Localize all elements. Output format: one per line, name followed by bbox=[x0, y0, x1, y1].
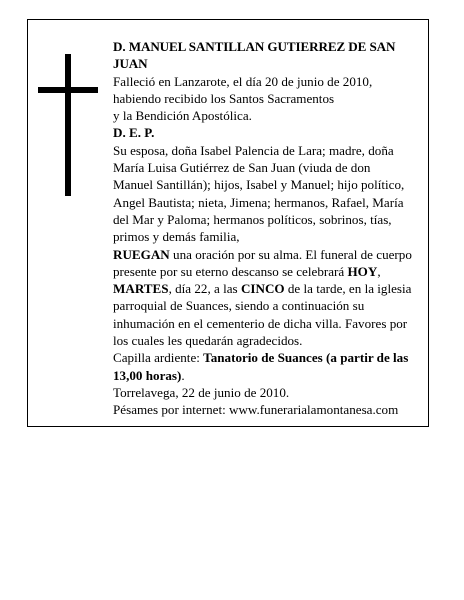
cinco-word: CINCO bbox=[240, 281, 285, 297]
comma-1: , bbox=[377, 263, 381, 279]
obituary-text bbox=[113, 38, 413, 419]
chapel-line bbox=[113, 349, 413, 384]
martes-word: MARTES bbox=[113, 281, 169, 297]
cross-vertical-bar bbox=[65, 54, 71, 196]
death-line-1: Falleció en Lanzarote, el día 20 de junio de 2010, bbox=[113, 73, 373, 89]
chapel-end: . bbox=[181, 367, 185, 383]
cross-icon bbox=[38, 54, 98, 196]
condolences-line: Pésames por internet: www.funerarialamontanesa.com bbox=[113, 402, 399, 418]
death-line-2: habiendo recibido los Santos Sacramentos bbox=[113, 90, 335, 106]
dep-line: D. E. P. bbox=[113, 125, 155, 141]
chapel-place: Tanatorio de Suances (a partir de las 13,00 horas) bbox=[113, 350, 409, 383]
cross-horizontal-bar bbox=[38, 87, 98, 93]
death-announcement bbox=[113, 73, 413, 125]
funeral-request bbox=[113, 246, 413, 350]
place-date: Torrelavega, 22 de junio de 2010. bbox=[113, 384, 290, 400]
ruegan-word: RUEGAN bbox=[113, 246, 170, 262]
ruegan-text-2: , día 22, a las bbox=[168, 281, 241, 297]
family-list: Su esposa, doña Isabel Palencia de Lara; madre, doña María Luisa Gutiérrez de San Juan (viuda de don Manuel Santillán); hijos, Isabel y Manuel; hijo político, Angel Bautista; nieta, Jimena; hermanos, Rafael, María del Mar y Paloma; hermanos políticos, sobrinos, tías, primos y demás familia, bbox=[113, 142, 405, 245]
ruegan-text-3: de la tarde, en la iglesia parroquial de Suances, siendo a continuación su inhumación en el cementerio de dicha villa. Favores por los cuales les quedarán agradecidos. bbox=[113, 281, 412, 349]
death-line-3: y la Bendición Apostólica. bbox=[113, 108, 252, 124]
chapel-label: Capilla ardiente: bbox=[113, 350, 204, 366]
deceased-name: D. MANUEL SANTILLAN GUTIERREZ DE SAN JUAN bbox=[113, 39, 396, 72]
ruegan-text-1: una oración por su alma. El funeral de cuerpo presente por su eterno descanso se celebrará bbox=[113, 246, 412, 279]
hoy-word: HOY bbox=[347, 263, 378, 279]
